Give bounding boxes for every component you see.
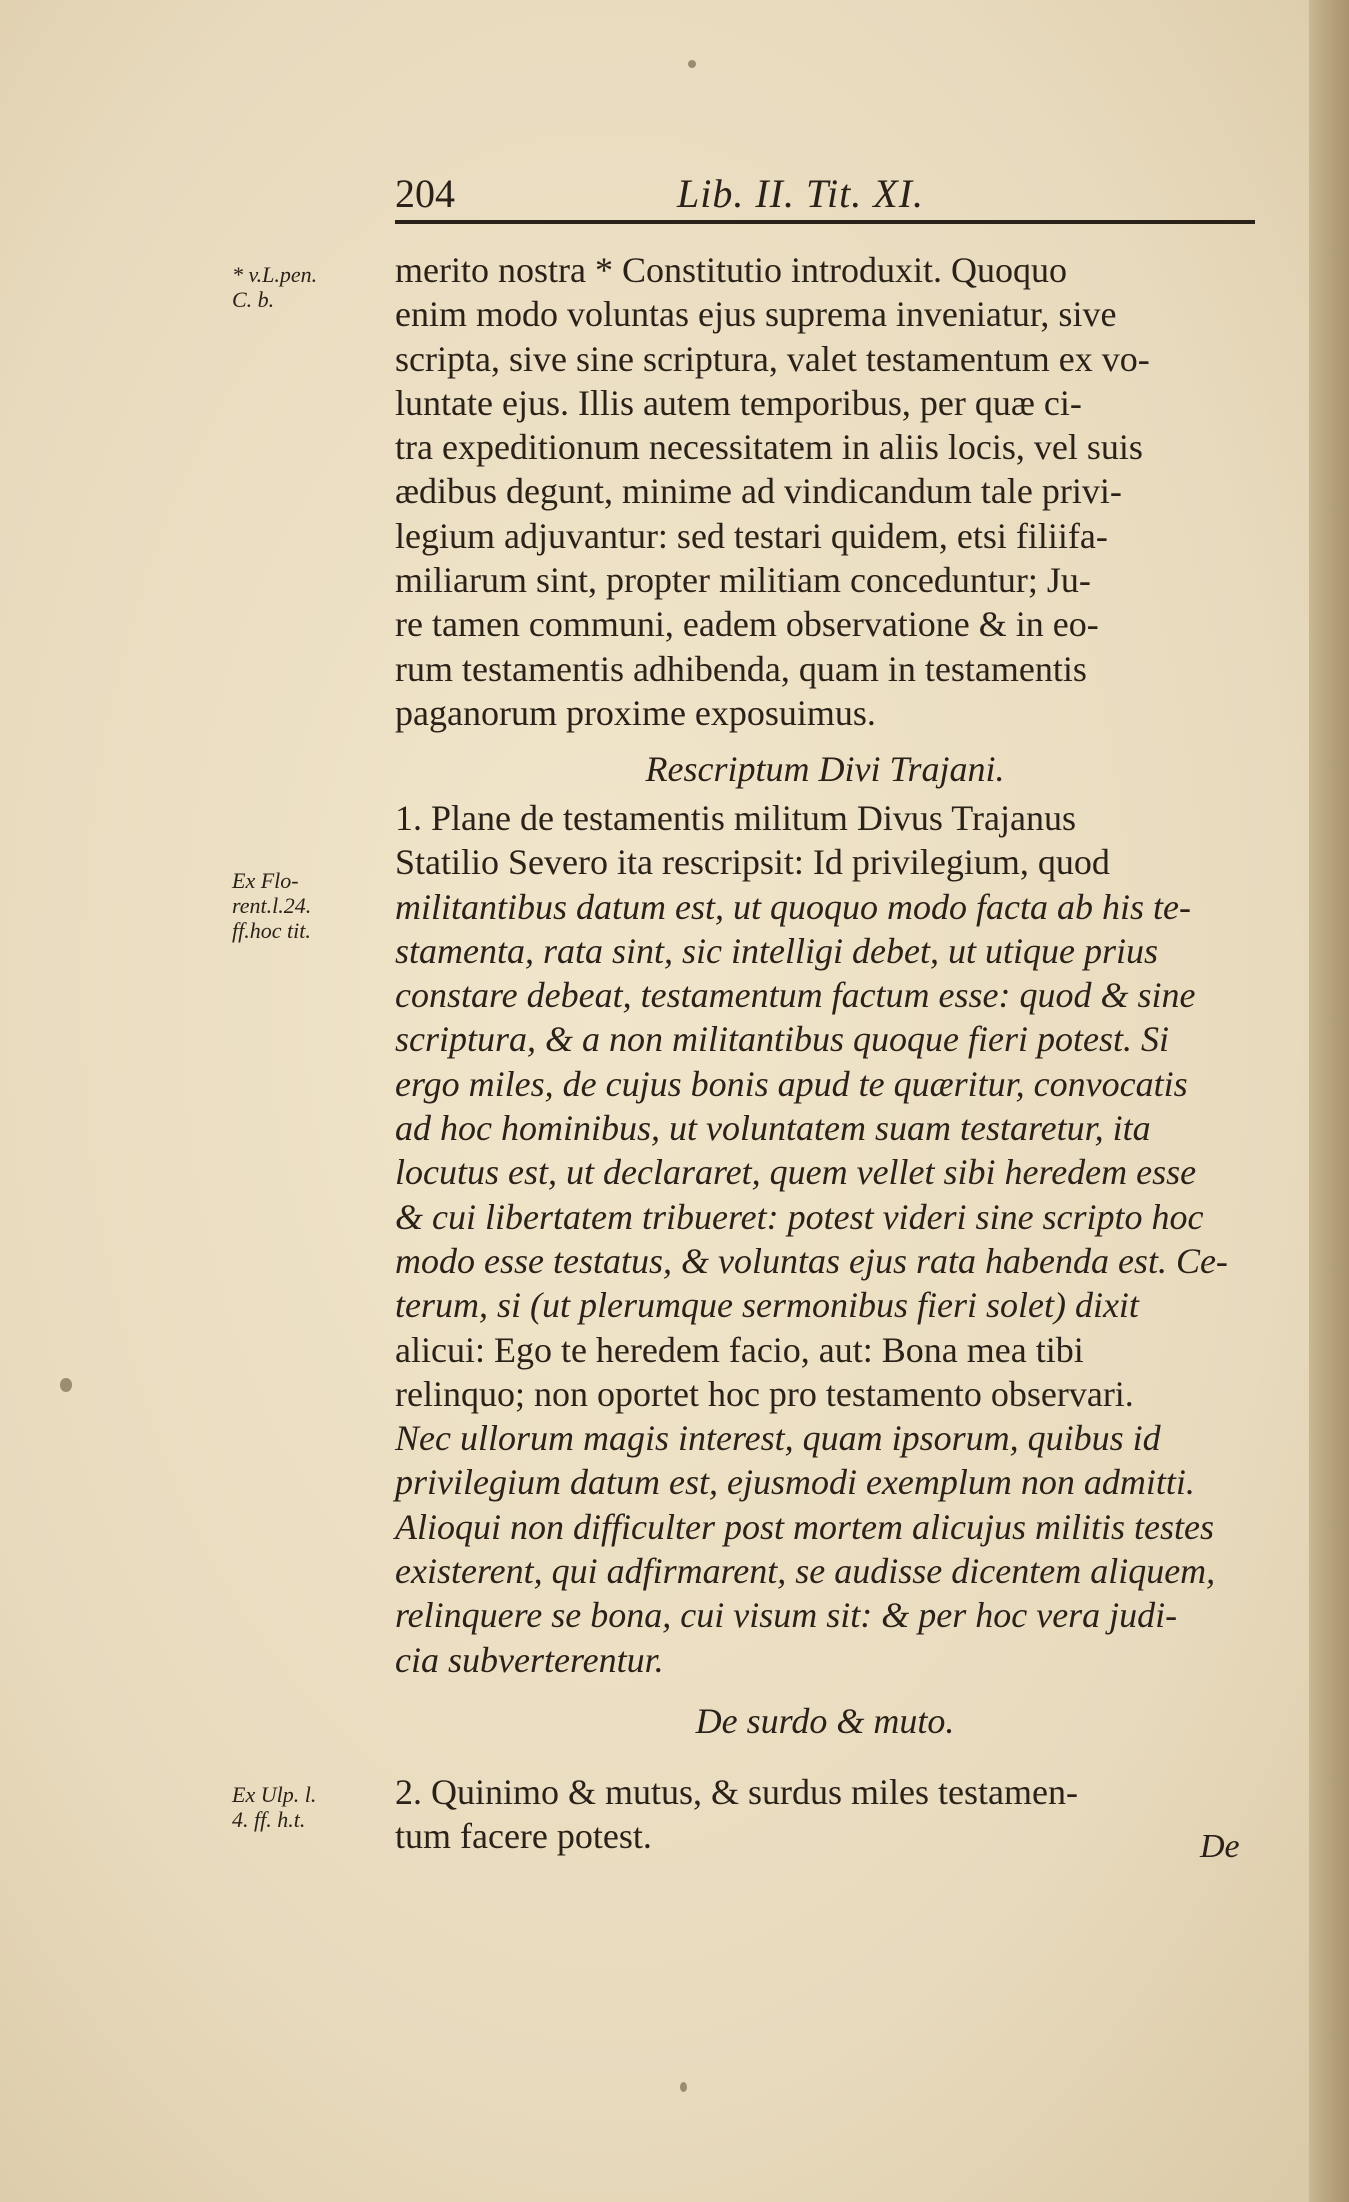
ink-spot	[680, 2082, 687, 2092]
text-line: modo esse testatus, & voluntas ejus rata habenda est. Ce-	[395, 1240, 1228, 1281]
text-line: scriptura, & a non militantibus quoque fieri potest. Si	[395, 1019, 1169, 1060]
text-line: privilegium datum est, ejusmodi exemplum non admitti.	[395, 1462, 1195, 1503]
page-number: 204	[395, 171, 455, 216]
text-line: terum, si (ut plerumque sermonibus fieri solet) dixit	[395, 1285, 1139, 1326]
paragraph-1	[395, 248, 1255, 735]
margin-note-line: Ex Flo-	[232, 868, 299, 893]
running-title: Lib. II. Tit. XI.	[677, 171, 925, 216]
text-line: & cui libertatem tribueret: potest videri sine scripto hoc	[395, 1196, 1204, 1237]
text-line: Alioqui non difficulter post mortem alicujus militis testes	[395, 1506, 1214, 1547]
text-line: ad hoc hominibus, ut voluntatem suam testaretur, ita	[395, 1108, 1151, 1149]
text-line: paganorum proxime exposuimus.	[395, 692, 876, 733]
text-line: 2. Quinimo & mutus, & surdus miles testamen-	[395, 1772, 1078, 1812]
text-line: legium adjuvantur: sed testari quidem, etsi filiifa-	[395, 515, 1108, 556]
margin-note	[232, 1782, 392, 1832]
margin-note-line: Ex Ulp. l.	[232, 1782, 317, 1807]
text-line: stamenta, rata sint, sic intelligi debet, ut utique prius	[395, 930, 1158, 971]
text-line: cia subverterentur.	[395, 1639, 664, 1680]
text-line: 1. Plane de testamentis militum Divus Trajanus	[395, 798, 1076, 838]
paragraph-3	[395, 1770, 1255, 1859]
ink-spot	[688, 60, 696, 68]
text-line: enim modo voluntas ejus suprema inveniatur, sive	[395, 294, 1117, 335]
text-line: relinquo; non oportet hoc pro testamento observari.	[395, 1373, 1134, 1414]
text-line: rum testamentis adhibenda, quam in testamentis	[395, 648, 1087, 689]
margin-note-line: * v.L.pen.	[232, 262, 318, 287]
text-line: locutus est, ut declararet, quem vellet sibi heredem esse	[395, 1152, 1197, 1193]
text-line: ergo miles, de cujus bonis apud te quæritur, convocatis	[395, 1063, 1188, 1104]
text-line: militantibus datum est, ut quoquo modo facta ab his te-	[395, 886, 1191, 927]
margin-note-line: C. b.	[232, 287, 275, 312]
section-heading: De surdo & muto.	[695, 1701, 955, 1741]
text-line: Statilio Severo ita rescripsit: Id privilegium, quod	[395, 842, 1110, 883]
text-line: re tamen communi, eadem observatione & in eo-	[395, 604, 1099, 645]
text-line: scripta, sive sine scriptura, valet testamentum ex vo-	[395, 338, 1150, 379]
margin-note-line: ff.hoc tit.	[232, 918, 311, 943]
margin-note	[232, 868, 392, 943]
text-line: alicui: Ego te heredem facio, aut: Bona mea tibi	[395, 1329, 1084, 1370]
text-line: miliarum sint, propter militiam conceduntur; Ju-	[395, 560, 1091, 601]
text-line: relinquere se bona, cui visum sit: & per hoc vera judi-	[395, 1595, 1178, 1636]
margin-note-line: rent.l.24.	[232, 893, 312, 918]
text-line: merito nostra * Constitutio introduxit. Quoquo	[395, 250, 1067, 290]
text-line: tra expeditionum necessitatem in aliis locis, vel suis	[395, 427, 1143, 468]
margin-note	[232, 262, 392, 312]
text-line: Nec ullorum magis interest, quam ipsorum, quibus id	[395, 1418, 1161, 1459]
text-line: existerent, qui adfirmarent, se audisse dicentem aliquem,	[395, 1551, 1216, 1592]
text-line: ædibus degunt, minime ad vindicandum tale privi-	[395, 471, 1122, 512]
paragraph-2	[395, 796, 1255, 1682]
text-line: tum facere potest.	[395, 1816, 652, 1857]
margin-note-line: 4. ff. h.t.	[232, 1807, 306, 1832]
text-line: constare debeat, testamentum factum esse: quod & sine	[395, 975, 1196, 1016]
text-line: luntate ejus. Illis autem temporibus, per quæ ci-	[395, 382, 1082, 423]
section-heading: Rescriptum Divi Trajani.	[645, 749, 1005, 789]
ink-spot	[60, 1378, 72, 1392]
page-gutter	[1309, 0, 1349, 2202]
catchword: De	[1200, 1828, 1240, 1865]
header-rule	[395, 220, 1255, 224]
